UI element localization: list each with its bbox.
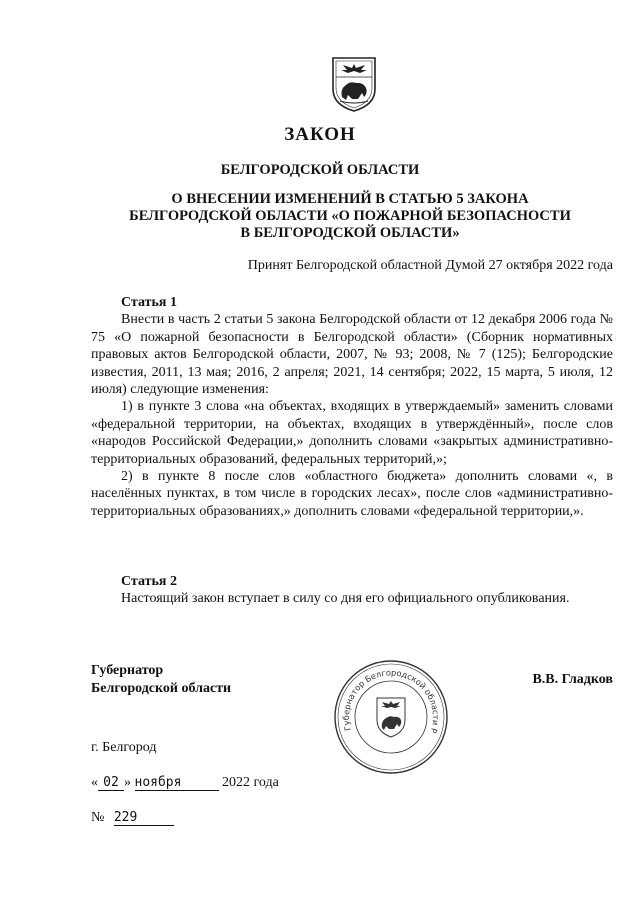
document-title: ЗАКОН bbox=[284, 124, 356, 145]
coat-of-arms bbox=[330, 55, 378, 113]
adoption-note: Принят Белгородской областной Думой 27 октября 2022 года bbox=[247, 258, 613, 273]
article-1-paragraph: Внести в часть 2 статьи 5 закона Белгородской области от 12 декабря 2006 года № 75 «О пожарной безопасности в Белгородской области» (Сборник нормативных правовых актов Белгородской области, 2007, № 93; 2008, № 7 (125); Белгородские известия, 2011, 13 мая; 2016, 2 апреля; 2021, 14 сентября; 2022, 15 марта, 5 июля, 12 июля) следующие изменения: bbox=[91, 312, 613, 398]
article-2-text: Настоящий закон вступает в силу со дня его официального опубликования. bbox=[121, 591, 570, 607]
article-1 bbox=[91, 294, 613, 520]
article-1-item-1: 1) в пункте 3 слова «на объектах, входящих в утверждаемый» заменить словами «федеральной территории, на объектах, входящих в утверждённый», после слов «народов Российской Федерации,» дополнить словами «закрытых административно-территориальных образований, федеральных территорий,»; bbox=[91, 399, 613, 467]
article-1-item-2: 2) в пункте 8 после слов «областного бюджета» дополнить словами «, в населённых пунктах, в том числе в городских лесах», после слов «административно-территориальных образованиях,» дополнить словами «федеральной территории,». bbox=[91, 469, 613, 519]
signatory-position: Губернатор Белгородской области bbox=[91, 663, 232, 696]
document-date: « 02 » ноября 2022 года bbox=[91, 775, 279, 790]
official-seal bbox=[332, 658, 450, 776]
article-2 bbox=[91, 573, 613, 608]
article-1-heading: Статья 1 bbox=[121, 295, 177, 310]
document-subject: О ВНЕСЕНИИ ИЗМЕНЕНИЙ В СТАТЬЮ 5 ЗАКОНА БЕЛГОРОДСКОЙ ОБЛАСТИ «О ПОЖАРНОЙ БЕЗОПАСНОСТИ В БЕЛГОРОДСКОЙ ОБЛАСТИ» bbox=[129, 191, 571, 241]
number-value: 229 bbox=[114, 810, 174, 826]
date-month: ноября bbox=[135, 775, 219, 791]
place: г. Белгород bbox=[91, 740, 157, 755]
date-day: 02 bbox=[98, 775, 124, 791]
svg-text:Губернатор Белгородской област: Губернатор Белгородской области Р bbox=[340, 667, 442, 735]
document-region: БЕЛГОРОДСКОЙ ОБЛАСТИ bbox=[220, 162, 420, 178]
signatory-name: В.В. Гладков bbox=[532, 672, 613, 687]
document-number: № 229 bbox=[91, 810, 174, 826]
article-2-heading: Статья 2 bbox=[121, 574, 177, 589]
